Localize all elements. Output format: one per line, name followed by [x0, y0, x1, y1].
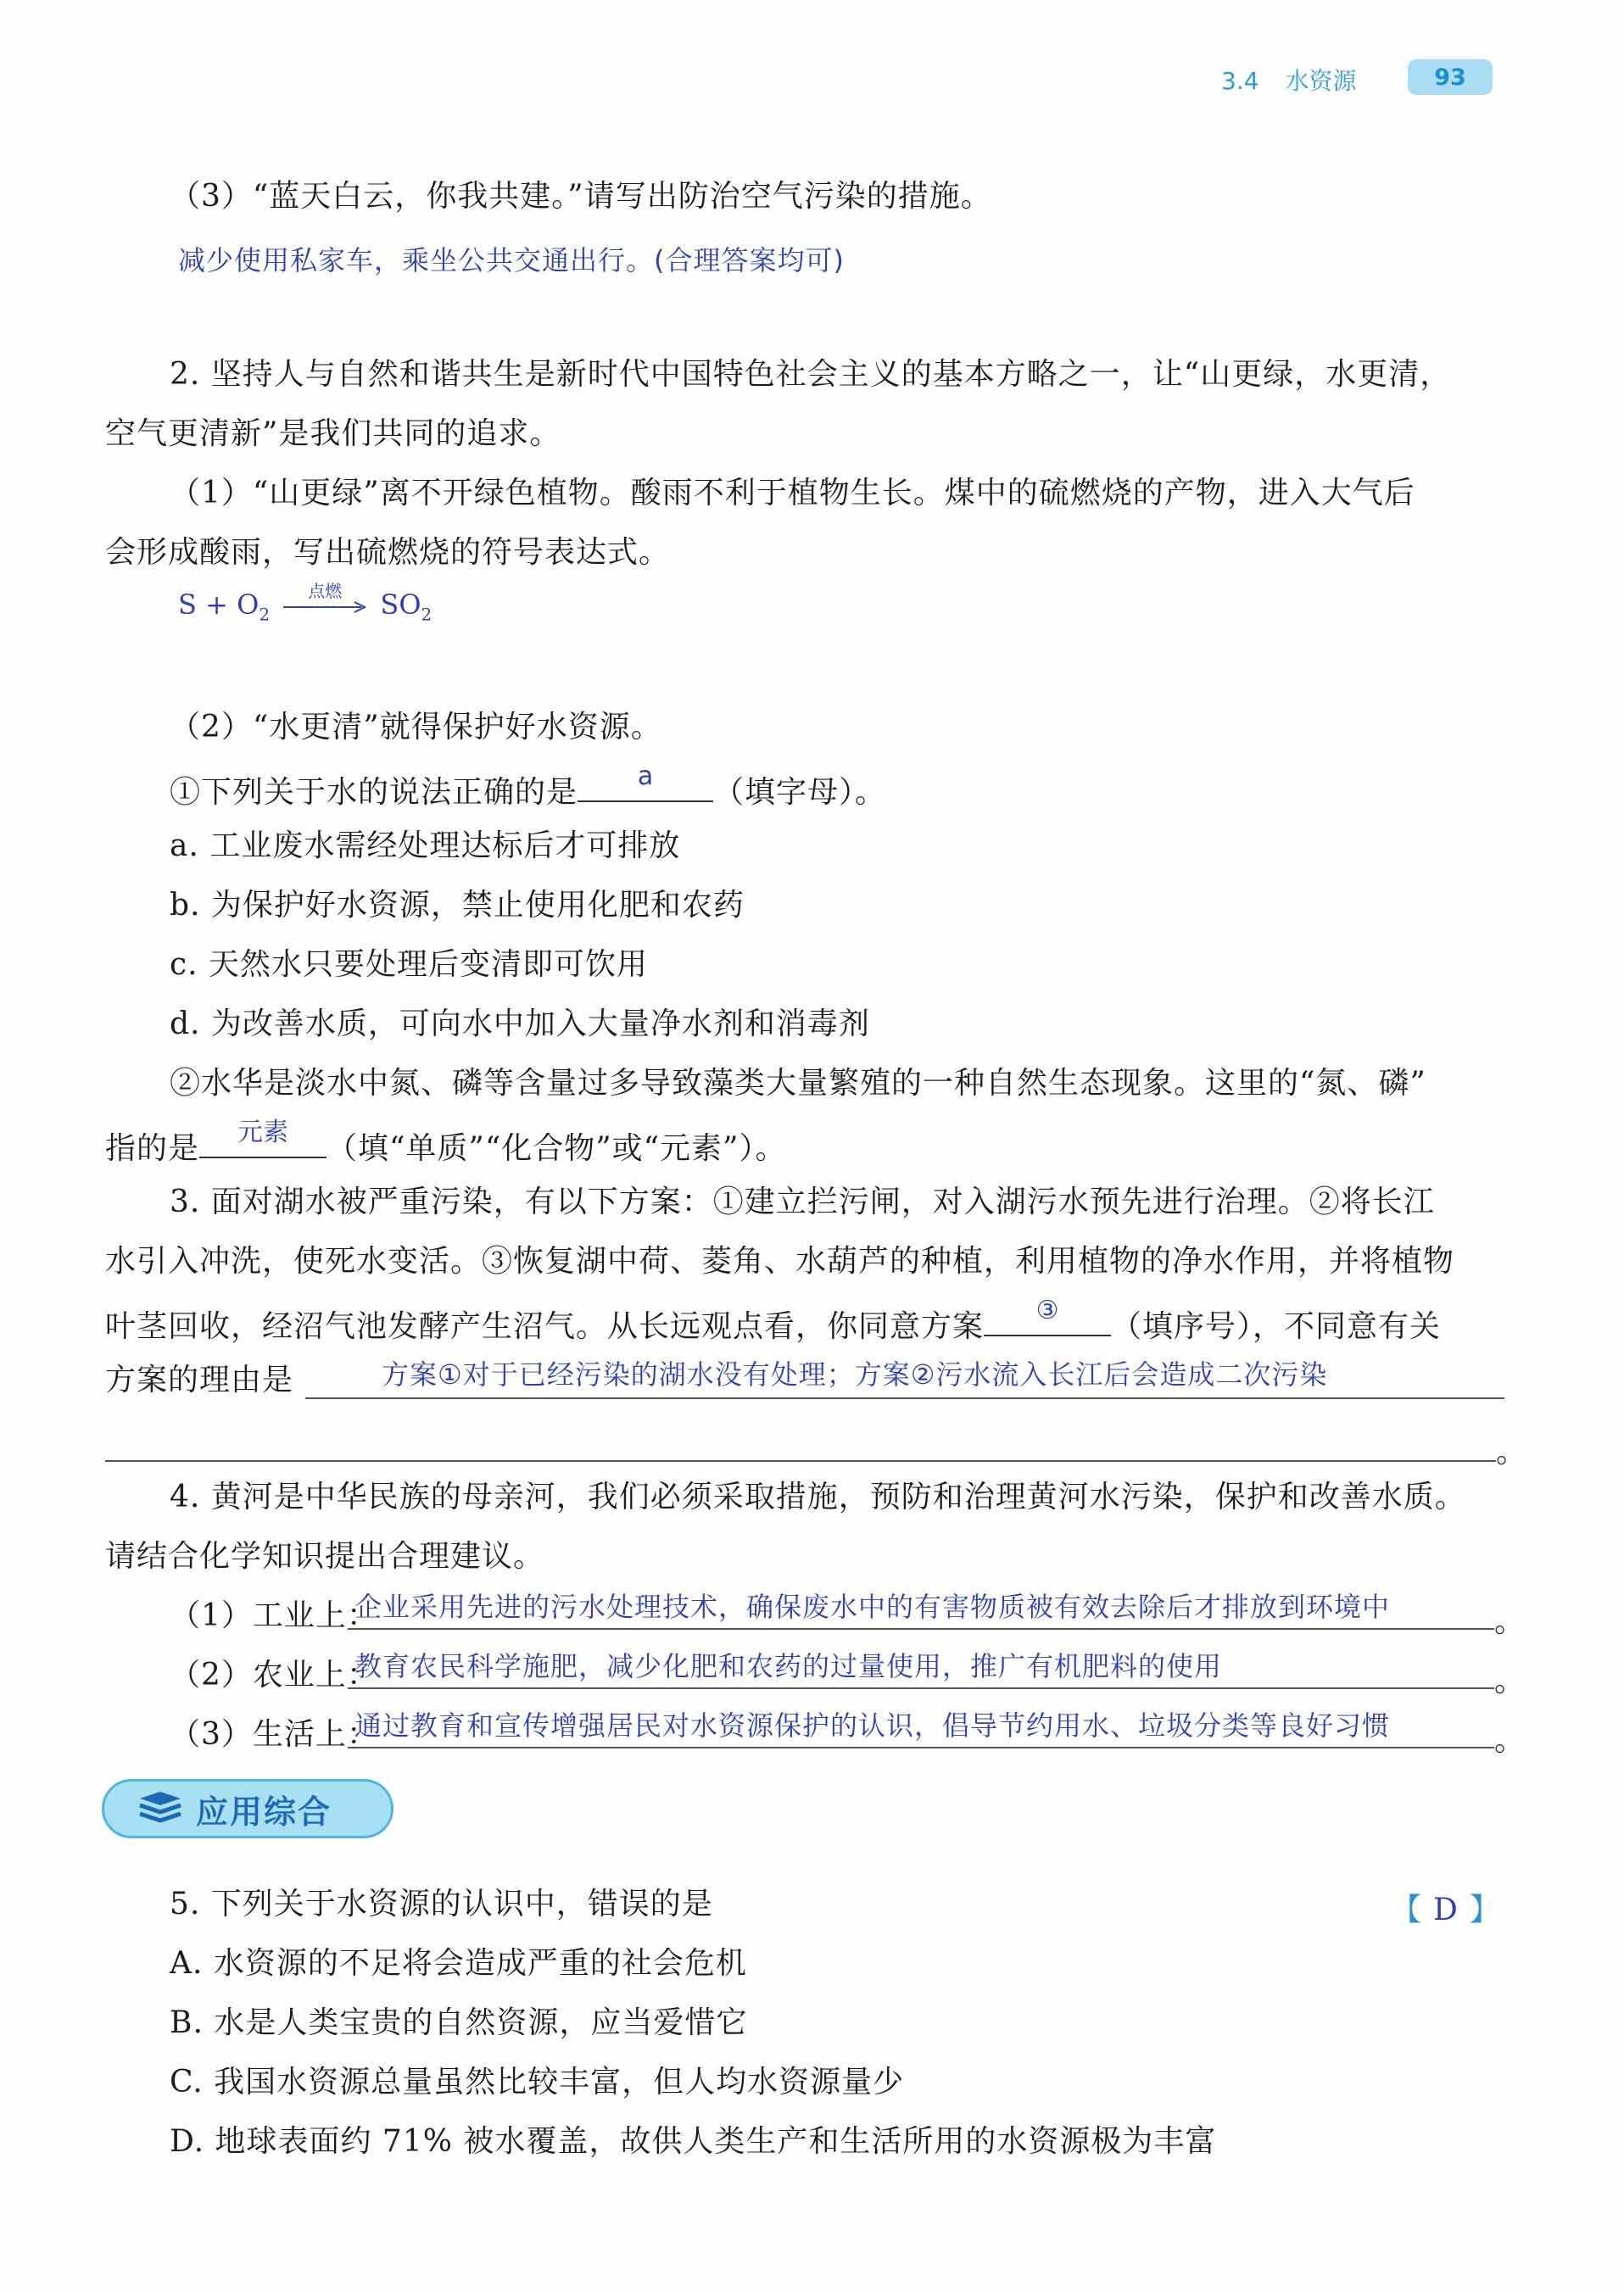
q4-agriculture-underline: [348, 1687, 1494, 1689]
q3-line-1: 3. 面对湖水被严重污染，有以下方案：①建立拦污闸，对入湖污水预先进行治理。②将长江: [170, 1185, 1435, 1219]
q3-line-3-prefix: 叶茎回收，经沼气池发酵产生沼气。从长远观点看，你同意方案: [105, 1309, 985, 1344]
q3-reason-underline-1: [305, 1397, 1504, 1399]
q2-option-d: d. 为改善水质，可向水中加入大量净水剂和消毒剂: [170, 1007, 870, 1041]
bracket-open: 【: [1391, 1893, 1422, 1927]
q2-sub2-prefix: 指的是: [105, 1131, 200, 1166]
q4-life-underline: [348, 1747, 1494, 1748]
reaction-condition: 点燃: [308, 580, 343, 601]
page-number: 93: [1408, 59, 1493, 95]
q3-reason-answer: 方案①对于已经污染的湖水没有处理；方案②污水流入长江后会造成二次污染: [382, 1358, 1328, 1391]
q2-sub2-suffix: （填“单质”“化合物”或“元素”）。: [326, 1131, 787, 1166]
q4-industry-underline: [348, 1628, 1494, 1630]
q2-sub2-blank: [199, 1118, 326, 1158]
arrow-icon: [283, 601, 366, 613]
q2-sub1-suffix: （填字母）。: [713, 775, 887, 810]
q4-industry-label: （1）工业上：: [170, 1598, 378, 1633]
q4-line-1: 4. 黄河是中华民族的母亲河，我们必须采取措施，预防和治理黄河水污染，保护和改善水质。: [170, 1480, 1466, 1514]
q4-life-period: 。: [1494, 1723, 1526, 1758]
q4-life-label: （3）生活上：: [170, 1717, 378, 1752]
q1-3-answer: 减少使用私家车，乘坐公共交通出行。(合理答案均可): [178, 244, 845, 276]
q5-option-b: B. 水是人类宝贵的自然资源，应当爱惜它: [170, 2005, 748, 2040]
q2-sub2-line-2: [105, 1118, 787, 1168]
q2-option-a: a. 工业废水需经处理达标后才可排放: [170, 828, 681, 863]
bracket-close: 】: [1469, 1893, 1500, 1927]
reaction-arrow: [283, 580, 366, 613]
section-title: 水资源: [1285, 67, 1357, 95]
q3-line-3-suffix: （填序号），不同意有关: [1111, 1309, 1442, 1344]
q3-line-3: [105, 1296, 1442, 1346]
equation-o2-subscript: 2: [259, 604, 271, 625]
q2-intro-line-2: 空气更清新”是我们共同的追求。: [105, 416, 561, 451]
section-number: 3.4: [1221, 67, 1259, 95]
q4-life-answer: 通过教育和宣传增强居民对水资源保护的认识，倡导节约用水、垃圾分类等良好习惯: [354, 1709, 1391, 1742]
q2-part1-line-2: 会形成酸雨，写出硫燃烧的符号表达式。: [105, 535, 671, 570]
q2-intro-line-1: 2. 坚持人与自然和谐共生是新时代中国特色社会主义的基本方略之一，让“山更绿，水更清，: [170, 357, 1452, 392]
q4-agriculture-period: 。: [1494, 1664, 1526, 1698]
equation-so2-subscript: 2: [421, 604, 433, 625]
q2-sub1: [170, 761, 887, 811]
q5-answer-bracket: [1391, 1886, 1500, 1929]
stacked-books-icon: [137, 1790, 184, 1827]
q4-industry-answer: 企业采用先进的污水处理技术，确保废水中的有害物质被有效去除后才排放到环境中: [354, 1591, 1391, 1623]
q2-sub2-line-1: ②水华是淡水中氮、磷等含量过多导致藻类大量繁殖的一种自然生态现象。这里的“氮、磷”: [170, 1066, 1426, 1101]
q3-line-2: 水引入冲洗，使死水变活。③恢复湖中荷、菱角、水葫芦的种植，利用植物的净水作用，并将植物: [105, 1244, 1455, 1279]
q5-stem: 5. 下列关于水资源的认识中，错误的是: [170, 1887, 713, 1921]
q5-answer: D: [1433, 1893, 1458, 1927]
q2-option-b: b. 为保护好水资源，禁止使用化肥和农药: [170, 888, 745, 923]
q2-part1-line-1: （1）“山更绿”离不开绿色植物。酸雨不利于植物生长。煤中的硫燃烧的产物，进入大气后: [170, 476, 1415, 510]
q3-line-4: 方案的理由是: [105, 1363, 294, 1397]
q2-sub1-answer: a: [637, 761, 654, 791]
q4-agriculture-answer: 教育农民科学施肥，减少化肥和农药的过量使用，推广有机肥料的使用: [354, 1650, 1223, 1682]
q2-sub1-blank: [578, 761, 713, 802]
q3-reason-underline-2: [105, 1460, 1496, 1462]
q4-industry-period: 。: [1494, 1604, 1526, 1639]
q2-part2: （2）“水更清”就得保护好水资源。: [170, 710, 662, 744]
section-badge: [102, 1779, 393, 1838]
q2-sub1-prefix: ①下列关于水的说法正确的是: [170, 775, 578, 810]
sulfur-combustion-equation: [178, 580, 433, 625]
equation-reactants: S + O: [178, 588, 260, 621]
q5-option-a: A. 水资源的不足将会造成严重的社会危机: [170, 1946, 747, 1981]
q2-sub2-answer: 元素: [237, 1118, 289, 1147]
q1-3-text: （3）“蓝天白云，你我共建。”请写出防治空气污染的措施。: [170, 179, 992, 214]
q3-plan-answer: ③: [1035, 1296, 1059, 1325]
q3-plan-blank: [984, 1296, 1111, 1336]
running-header: [1221, 63, 1356, 97]
q2-option-c: c. 天然水只要处理后变清即可饮用: [170, 947, 649, 982]
section-title-badge: 应用综合: [196, 1793, 332, 1831]
q5-option-c: C. 我国水资源总量虽然比较丰富，但人均水资源量少: [170, 2065, 905, 2100]
equation-product: SO: [380, 588, 421, 621]
q3-period: 。: [1496, 1435, 1527, 1469]
q4-agriculture-label: （2）农业上：: [170, 1658, 378, 1693]
q4-line-2: 请结合化学知识提出合理建议。: [105, 1539, 545, 1574]
q5-option-d: D. 地球表面约 71% 被水覆盖，故供人类生产和生活所用的水资源极为丰富: [170, 2124, 1217, 2159]
